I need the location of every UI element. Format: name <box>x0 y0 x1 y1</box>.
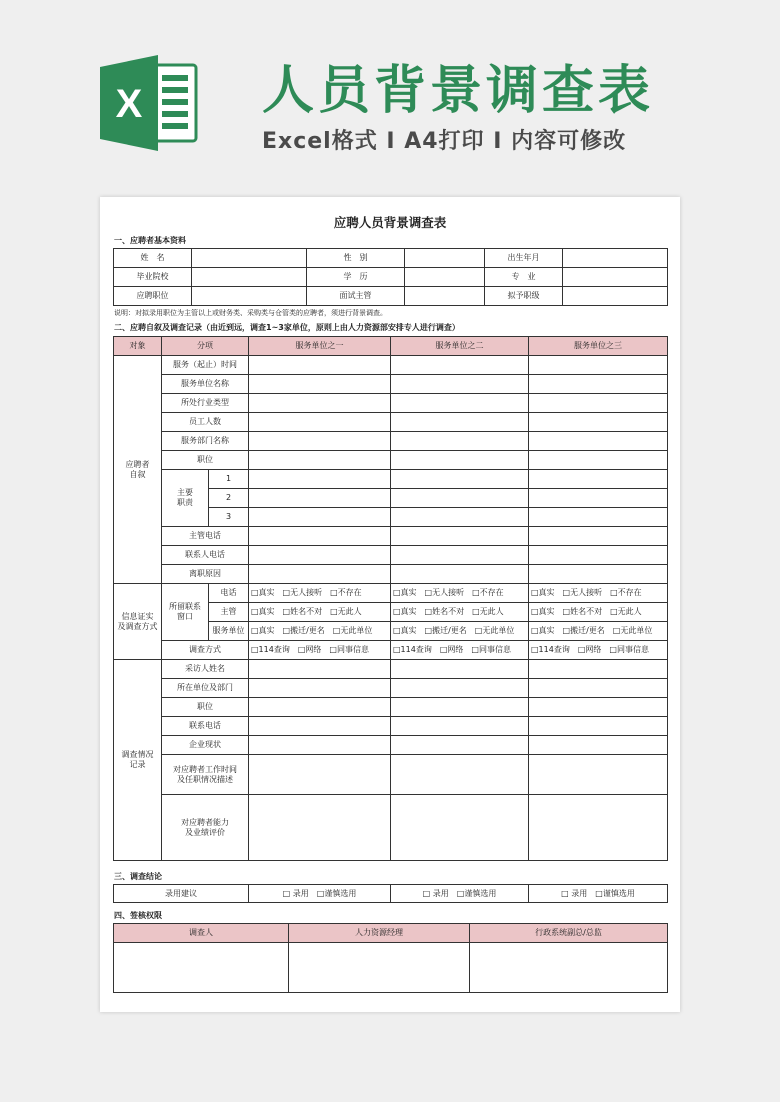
contact-window-label: 所留联系 窗口 <box>162 584 209 641</box>
row-label: 所在单位及部门 <box>162 679 249 698</box>
input-cell[interactable] <box>391 660 529 679</box>
label-interviewer: 面试主管 <box>307 287 405 306</box>
duty-number: 2 <box>209 489 249 508</box>
table-row <box>114 755 668 795</box>
checkbox-options[interactable]: □真实 □搬迁/更名 □无此单位 <box>249 622 391 641</box>
signature-cell[interactable] <box>289 943 470 993</box>
row-label: 电话 <box>209 584 249 603</box>
signoff-row <box>114 943 668 993</box>
signoff-table <box>113 923 668 993</box>
document-title: 应聘人员背景调查表 <box>333 215 447 230</box>
input-cell[interactable] <box>563 268 668 287</box>
basic-info-table <box>113 248 668 306</box>
input-cell[interactable] <box>249 717 391 736</box>
table-row <box>114 546 668 565</box>
row-label: 主管 <box>209 603 249 622</box>
basic-row <box>114 249 668 268</box>
excel-icon <box>100 55 200 151</box>
input-cell[interactable] <box>249 660 391 679</box>
row-label: 主管电话 <box>162 527 249 546</box>
input-cell[interactable] <box>249 375 391 394</box>
section-conclusion: 三、调查结论 <box>114 872 162 881</box>
duty-number: 3 <box>209 508 249 527</box>
header-investigator: 调查人 <box>114 924 289 943</box>
input-cell[interactable] <box>529 451 668 470</box>
duty-number: 1 <box>209 470 249 489</box>
row-label: 所处行业类型 <box>162 394 249 413</box>
checkbox-options[interactable]: □114查询 □网络 □同事信息 <box>529 641 668 660</box>
input-cell[interactable] <box>529 356 668 375</box>
table-row <box>114 795 668 861</box>
input-cell[interactable] <box>563 287 668 306</box>
survey-header-row <box>114 337 668 356</box>
input-cell[interactable] <box>563 249 668 268</box>
table-row <box>114 527 668 546</box>
input-cell[interactable] <box>529 679 668 698</box>
input-cell[interactable] <box>249 432 391 451</box>
page-title: 人员背景调查表 <box>262 61 655 121</box>
section-self-report: 二、应聘自叙及调查记录（由近到远，调查1~3家单位，原则上由人力资源部安排专人进行调查） <box>114 323 460 332</box>
input-cell[interactable] <box>529 546 668 565</box>
group-record: 调查情况 记录 <box>114 660 162 861</box>
header-unit-2: 服务单位之二 <box>391 337 529 356</box>
input-cell[interactable] <box>391 546 529 565</box>
table-row <box>114 584 668 603</box>
input-cell[interactable] <box>529 394 668 413</box>
group-self-report: 应聘者 自叙 <box>114 356 162 584</box>
row-label: 服务单位 <box>209 622 249 641</box>
section-basic-info: 一、应聘者基本资料 <box>114 236 186 245</box>
label-birth: 出生年月 <box>485 249 563 268</box>
input-cell[interactable] <box>529 736 668 755</box>
checkbox-options[interactable]: □真实 □无人接听 □不存在 <box>249 584 391 603</box>
input-cell[interactable] <box>249 508 391 527</box>
input-cell[interactable] <box>529 795 668 861</box>
duties-label: 主要 职责 <box>162 470 209 527</box>
input-cell[interactable] <box>249 413 391 432</box>
table-row <box>114 413 668 432</box>
label-school: 毕业院校 <box>114 268 192 287</box>
table-row <box>114 356 668 375</box>
table-row <box>114 394 668 413</box>
input-cell[interactable] <box>391 755 529 795</box>
input-cell[interactable] <box>391 736 529 755</box>
row-label: 企业现状 <box>162 736 249 755</box>
input-cell[interactable] <box>529 375 668 394</box>
table-row <box>114 717 668 736</box>
input-cell[interactable] <box>249 698 391 717</box>
input-cell[interactable] <box>529 698 668 717</box>
table-row <box>114 375 668 394</box>
input-cell[interactable] <box>529 527 668 546</box>
input-cell[interactable] <box>249 679 391 698</box>
input-cell[interactable] <box>529 565 668 584</box>
row-label: 员工人数 <box>162 413 249 432</box>
checkbox-options[interactable]: □真实 □姓名不对 □无此人 <box>249 603 391 622</box>
input-cell[interactable] <box>249 565 391 584</box>
checkbox-options[interactable]: □ 录用 □谨慎选用 <box>391 885 529 903</box>
input-cell[interactable] <box>391 795 529 861</box>
table-row <box>114 736 668 755</box>
input-cell[interactable] <box>529 413 668 432</box>
checkbox-options[interactable]: □ 录用 □谨慎选用 <box>249 885 391 903</box>
table-row <box>114 885 668 903</box>
signoff-header-row <box>114 924 668 943</box>
input-cell[interactable] <box>391 679 529 698</box>
checkbox-options[interactable]: □真实 □搬迁/更名 □无此单位 <box>529 622 668 641</box>
header-unit-3: 服务单位之三 <box>529 337 668 356</box>
input-cell[interactable] <box>391 394 529 413</box>
checkbox-options[interactable]: □114查询 □网络 □同事信息 <box>249 641 391 660</box>
table-row <box>114 698 668 717</box>
input-cell[interactable] <box>529 717 668 736</box>
input-cell[interactable] <box>405 249 485 268</box>
input-cell[interactable] <box>529 432 668 451</box>
row-label: 采访人姓名 <box>162 660 249 679</box>
input-cell[interactable] <box>249 736 391 755</box>
svg-text:X: X <box>115 82 143 126</box>
table-row <box>114 660 668 679</box>
row-label: 服务部门名称 <box>162 432 249 451</box>
input-cell[interactable] <box>391 565 529 584</box>
label-major: 专 业 <box>485 268 563 287</box>
page-subtitle: Excel格式 I A4打印 I 内容可修改 <box>262 129 627 154</box>
checkbox-options[interactable]: □114查询 □网络 □同事信息 <box>391 641 529 660</box>
row-label: 对应聘者能力 及业绩评价 <box>162 795 249 861</box>
table-row <box>114 641 668 660</box>
row-label: 服务单位名称 <box>162 375 249 394</box>
signature-cell[interactable] <box>470 943 668 993</box>
input-cell[interactable] <box>192 268 307 287</box>
row-label: 离职原因 <box>162 565 249 584</box>
row-label: 对应聘者工作时间 及任职情况描述 <box>162 755 249 795</box>
header-item: 分项 <box>162 337 249 356</box>
label-grade: 拟予职级 <box>485 287 563 306</box>
row-label: 调查方式 <box>162 641 249 660</box>
basic-row <box>114 287 668 306</box>
input-cell[interactable] <box>391 717 529 736</box>
row-label: 职位 <box>162 698 249 717</box>
input-cell[interactable] <box>391 698 529 717</box>
input-cell[interactable] <box>391 375 529 394</box>
input-cell[interactable] <box>529 470 668 489</box>
input-cell[interactable] <box>249 470 391 489</box>
input-cell[interactable] <box>192 287 307 306</box>
label-name: 姓 名 <box>114 249 192 268</box>
header-object: 对象 <box>114 337 162 356</box>
input-cell[interactable] <box>192 249 307 268</box>
input-cell[interactable] <box>391 508 529 527</box>
row-label: 联系人电话 <box>162 546 249 565</box>
row-label: 录用建议 <box>114 885 249 903</box>
input-cell[interactable] <box>249 394 391 413</box>
input-cell[interactable] <box>391 413 529 432</box>
input-cell[interactable] <box>391 470 529 489</box>
table-row <box>114 470 668 489</box>
signature-cell[interactable] <box>114 943 289 993</box>
input-cell[interactable] <box>529 660 668 679</box>
input-cell[interactable] <box>405 268 485 287</box>
label-position: 应聘职位 <box>114 287 192 306</box>
document-sheet <box>100 197 680 1012</box>
label-gender: 性 别 <box>307 249 405 268</box>
note-text: 说明：对拟录用职位为主管以上或财务类、采购类与仓管类的应聘者，须进行背景调查。 <box>114 309 387 317</box>
checkbox-options[interactable]: □真实 □无人接听 □不存在 <box>529 584 668 603</box>
table-row <box>114 432 668 451</box>
input-cell[interactable] <box>529 755 668 795</box>
section-signoff: 四、签核权限 <box>114 911 162 920</box>
input-cell[interactable] <box>249 755 391 795</box>
input-cell[interactable] <box>391 527 529 546</box>
promo-header <box>0 0 780 195</box>
row-label: 联系电话 <box>162 717 249 736</box>
input-cell[interactable] <box>249 527 391 546</box>
survey-table <box>113 336 668 861</box>
input-cell[interactable] <box>529 508 668 527</box>
row-label: 职位 <box>162 451 249 470</box>
label-education: 学 历 <box>307 268 405 287</box>
input-cell[interactable] <box>391 489 529 508</box>
input-cell[interactable] <box>529 489 668 508</box>
checkbox-options[interactable]: □真实 □无人接听 □不存在 <box>391 584 529 603</box>
table-row <box>114 565 668 584</box>
input-cell[interactable] <box>405 287 485 306</box>
input-cell[interactable] <box>249 451 391 470</box>
checkbox-options[interactable]: □真实 □姓名不对 □无此人 <box>529 603 668 622</box>
conclusion-table <box>113 884 668 903</box>
row-label: 服务（起止）时间 <box>162 356 249 375</box>
basic-row <box>114 268 668 287</box>
input-cell[interactable] <box>391 356 529 375</box>
table-row <box>114 451 668 470</box>
group-verification: 信息证实 及调查方式 <box>114 584 162 660</box>
input-cell[interactable] <box>249 546 391 565</box>
checkbox-options[interactable]: □真实 □搬迁/更名 □无此单位 <box>391 622 529 641</box>
input-cell[interactable] <box>249 489 391 508</box>
header-admin-director: 行政系统副总/总监 <box>470 924 668 943</box>
input-cell[interactable] <box>391 432 529 451</box>
input-cell[interactable] <box>249 795 391 861</box>
header-hr-manager: 人力资源经理 <box>289 924 470 943</box>
checkbox-options[interactable]: □ 录用 □谨慎选用 <box>529 885 668 903</box>
input-cell[interactable] <box>391 451 529 470</box>
table-row <box>114 679 668 698</box>
checkbox-options[interactable]: □真实 □姓名不对 □无此人 <box>391 603 529 622</box>
input-cell[interactable] <box>249 356 391 375</box>
header-unit-1: 服务单位之一 <box>249 337 391 356</box>
